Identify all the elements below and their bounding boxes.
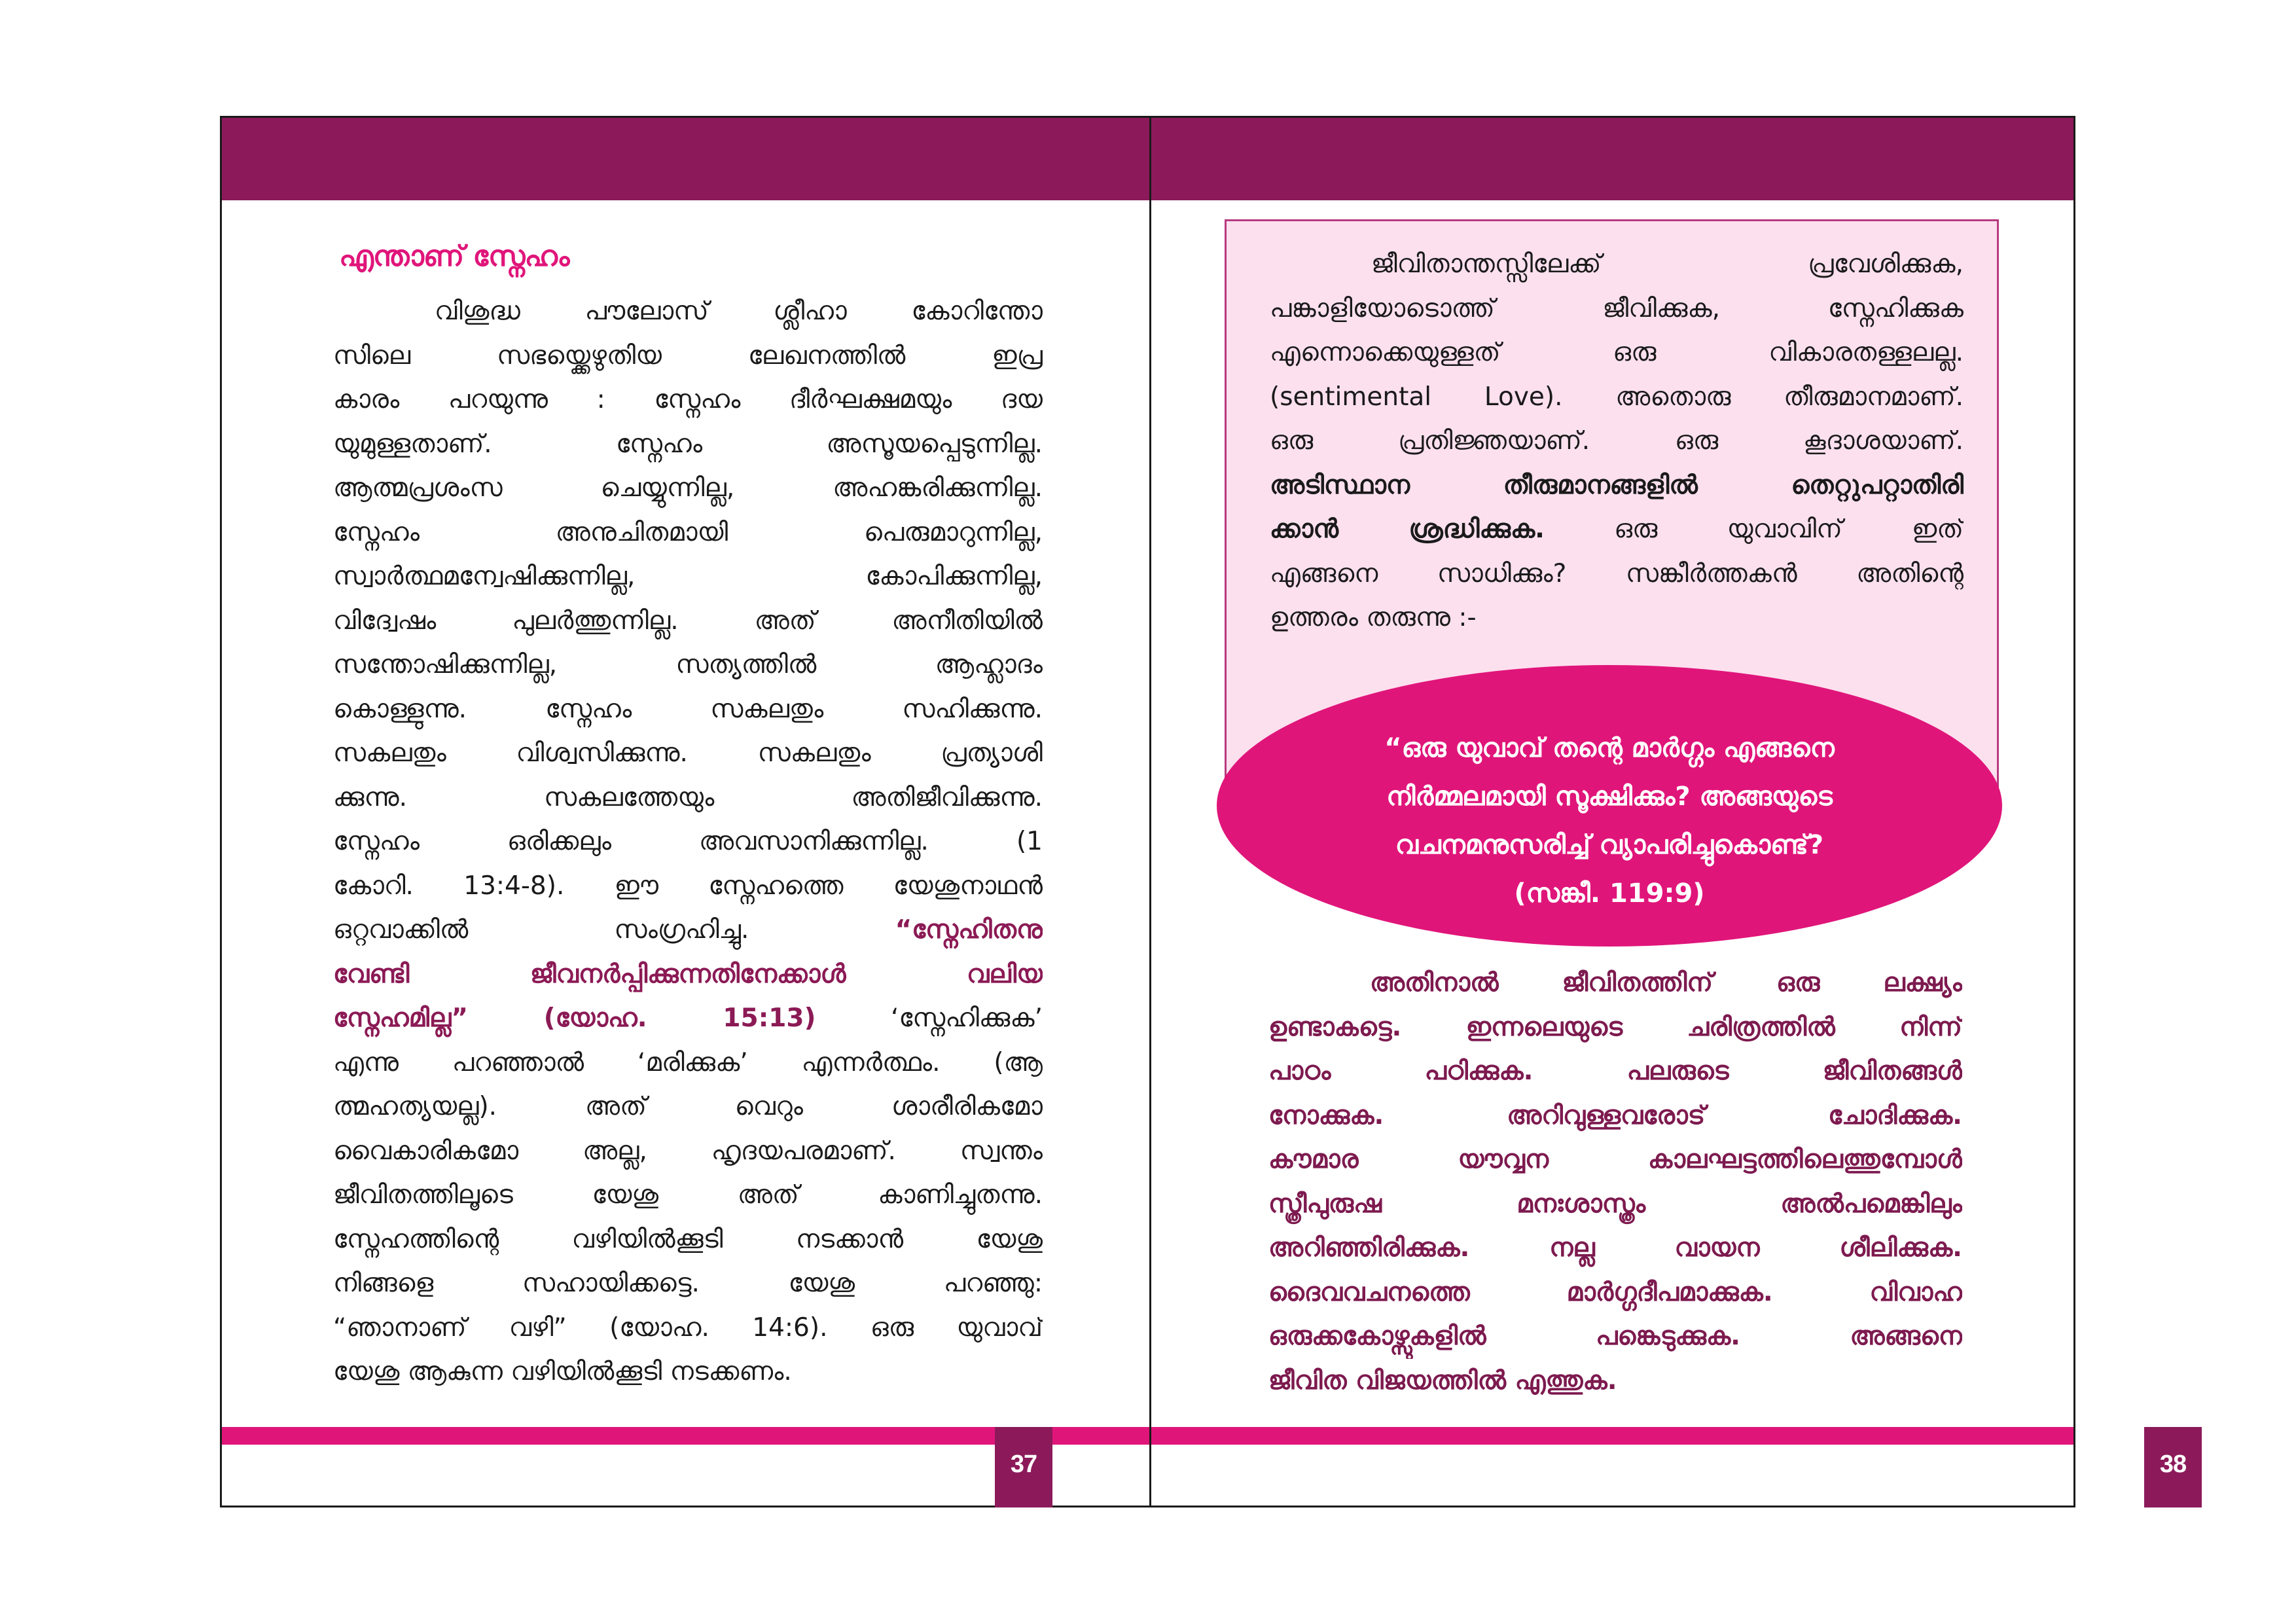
text-line: കൊള്ളുന്നു. സ്നേഹം സകലതും സഹിക്കുന്നു. xyxy=(333,694,1043,724)
text-line: സന്തോഷിക്കുന്നില്ല, സത്യത്തിൽ ആഹ്ലാദം xyxy=(333,650,1043,679)
text-line: നോക്കുക. അറിവുള്ളവരോട് ചോദിക്കുക. xyxy=(1268,1100,1962,1130)
box-text xyxy=(1270,242,1964,640)
plain-text: ഒറ്റവാക്കിൽ സംഗ്രഹിച്ചു. xyxy=(333,915,749,945)
page-37 xyxy=(222,118,1149,1506)
text-line: സ്നേഹം അനുചിതമായി പെരുമാറുന്നില്ല, xyxy=(333,517,1043,547)
page-number: 37 xyxy=(995,1427,1052,1507)
text-line: കോറി. 13:4-8). ഈ സ്നേഹത്തെ യേശുനാഥൻ xyxy=(333,871,1043,901)
text-line xyxy=(333,996,1043,1041)
quote-reference: (സങ്കീ. 119:9) xyxy=(1514,878,1705,909)
text-line: അതിനാൽ ജീവിതത്തിന് ഒരു ലക്ഷ്യം xyxy=(1370,968,1962,998)
page-number: 38 xyxy=(2144,1427,2202,1507)
text-line xyxy=(333,908,1043,952)
text-line: ഉണ്ടാകട്ടെ. ഇന്നലെയുടെ ചരിത്രത്തിൽ നിന്ന് xyxy=(1268,1012,1962,1042)
text-line: ജീവിത വിജയത്തിൽ എത്തുക. xyxy=(1268,1365,1617,1396)
text-line: കൗമാര യൗവ്വന കാലഘട്ടത്തിലെത്തുമ്പോൾ xyxy=(1268,1145,1962,1174)
text-line: വിദ്വേഷം പുലർത്തുന്നില്ല. അത് അനീതിയിൽ xyxy=(333,605,1043,636)
text-line: നിങ്ങളെ സഹായിക്കട്ടെ. യേശു പറഞ്ഞു: xyxy=(333,1269,1043,1298)
text-line: “ഞാനാണ് വഴി” (യോഹ. 14:6). ഒരു യുവാവ് xyxy=(333,1312,1043,1343)
text-line: ഉത്തരം തരുന്നു :- xyxy=(1270,603,1477,632)
text-line: വൈകാരികമോ അല്ല, ഹൃദയപരമാണ്. സ്വന്തം xyxy=(333,1136,1043,1166)
text-line: ഒരുക്കകോഴ്സുകളിൽ പങ്കെടുക്കുക. അങ്ങനെ xyxy=(1268,1322,1962,1351)
text-line: ദൈവവചനത്തെ മാർഗ്ഗദീപമാക്കുക. വിവാഹ xyxy=(1268,1277,1962,1307)
footer-stripe xyxy=(1151,1427,2073,1445)
text-line: സ്നേഹം ഒരിക്കലും അവസാനിക്കുന്നില്ല. (1 xyxy=(333,827,1043,856)
body-text xyxy=(333,289,1043,1394)
text-line: ജീവിതാന്തസ്സിലേക്ക് പ്രവേശിക്കുക, xyxy=(1371,249,1964,279)
text-line: ജീവിതത്തിലൂടെ യേശു അത് കാണിച്ചുതന്നു. xyxy=(333,1180,1043,1210)
text-line: വിശുദ്ധ പൗലോസ് ശ്ലീഹാ കോറിന്തോ xyxy=(435,297,1043,326)
text-line: ആത്മപ്രശംസ ചെയ്യുന്നില്ല, അഹങ്കരിക്കുന്നില്ല. xyxy=(333,473,1043,503)
text-line: പാഠം പഠിക്കുക. പലരുടെ ജീവിതങ്ങൾ xyxy=(1268,1056,1962,1086)
quote-line: നിർമ്മലമായി സൂക്ഷിക്കും? അങ്ങയുടെ xyxy=(1386,782,1833,812)
text-line: സകലതും വിശ്വസിക്കുന്നു. സകലതും പ്രത്യാശി xyxy=(333,738,1043,768)
text-line: ഒരു പ്രതിജ്ഞയാണ്. ഒരു കൂദാശയാണ്. xyxy=(1270,426,1964,456)
text-line: ത്മഹത്യയല്ല). അത് വെറും ശാരീരികമോ xyxy=(333,1092,1043,1121)
text-line: പങ്കാളിയോടൊത്ത് ജീവിക്കുക, സ്നേഹിക്കുക xyxy=(1270,293,1964,323)
page-38 xyxy=(1149,118,2187,1506)
text-line: ക്കുന്നു. സകലത്തേയും അതിജീവിക്കുന്നു. xyxy=(333,782,1043,812)
text-line: അറിഞ്ഞിരിക്കുക. നല്ല വായന ശീലിക്കുക. xyxy=(1268,1233,1962,1263)
header-band xyxy=(222,118,1149,200)
text-line xyxy=(1270,507,1964,552)
plain-text: ‘സ്നേഹിക്കുക’ xyxy=(891,1003,1043,1033)
body-text xyxy=(1268,961,1962,1403)
psalm-quote xyxy=(1217,724,2002,918)
text-line: സ്നേഹത്തിന്റെ വഴിയിൽക്കൂടി നടക്കാൻ യേശു xyxy=(333,1224,1043,1254)
text-line: സ്വാർത്ഥമന്വേഷിക്കുന്നില്ല, കോപിക്കുന്നില്ല, xyxy=(333,562,1043,591)
bible-quote: സ്നേഹമില്ല” (യോഹ. 15:13) xyxy=(333,1003,816,1033)
text-line: യുമുള്ളതാണ്. സ്നേഹം അസൂയപ്പെടുന്നില്ല. xyxy=(333,429,1043,459)
section-heading: എന്താണ് സ്നേഹം xyxy=(339,240,569,273)
header-band xyxy=(1151,118,2073,200)
quote-line: “ഒരു യുവാവ് തന്റെ മാർഗ്ഗം എങ്ങനെ xyxy=(1384,733,1835,763)
quote-ellipse xyxy=(1217,665,2002,947)
text-line: എന്നു പറഞ്ഞാൽ ‘മരിക്കുക’ എന്നർത്ഥം. (ആ xyxy=(333,1047,1043,1077)
plain-text: ഒരു യുവാവിന് ഇത് xyxy=(1614,514,1964,544)
book-spread xyxy=(220,116,2187,1507)
bold-text-line: അടിസ്ഥാന തീരുമാനങ്ങളിൽ തെറ്റുപറ്റാതിരി xyxy=(1270,470,1964,500)
text-line: സ്ത്രീപുരുഷ മനഃശാസ്ത്രം അൽപമെങ്കിലും xyxy=(1268,1189,1962,1219)
bible-quote: “സ്നേഹിതനു xyxy=(895,915,1043,945)
text-line: യേശു ആകുന്ന വഴിയിൽക്കൂടി നടക്കണം. xyxy=(333,1357,792,1386)
text-line: (sentimental Love). അതൊരു തീരുമാനമാണ്. xyxy=(1270,382,1964,412)
quote-line: വചനമനുസരിച്ച് വ്യാപരിച്ചുകൊണ്ട്? xyxy=(1395,830,1824,860)
bold-text: ക്കാൻ ശ്രദ്ധിക്കുക. xyxy=(1270,514,1545,544)
text-line: കാരം പറയുന്നു : സ്നേഹം ദീർഘക്ഷമയും ദയ xyxy=(333,385,1043,414)
bible-quote-line: വേണ്ടി ജീവനർപ്പിക്കുന്നതിനേക്കാൾ വലിയ xyxy=(333,959,1043,989)
text-line: സിലെ സഭയ്ക്കെഴുതിയ ലേഖനത്തിൽ ഇപ്ര xyxy=(333,340,1043,370)
text-line: എന്നൊക്കെയുള്ളത് ഒരു വികാരതള്ളലല്ല. xyxy=(1270,338,1964,367)
text-line: എങ്ങനെ സാധിക്കും? സങ്കീർത്തകൻ അതിന്റെ xyxy=(1270,558,1964,588)
